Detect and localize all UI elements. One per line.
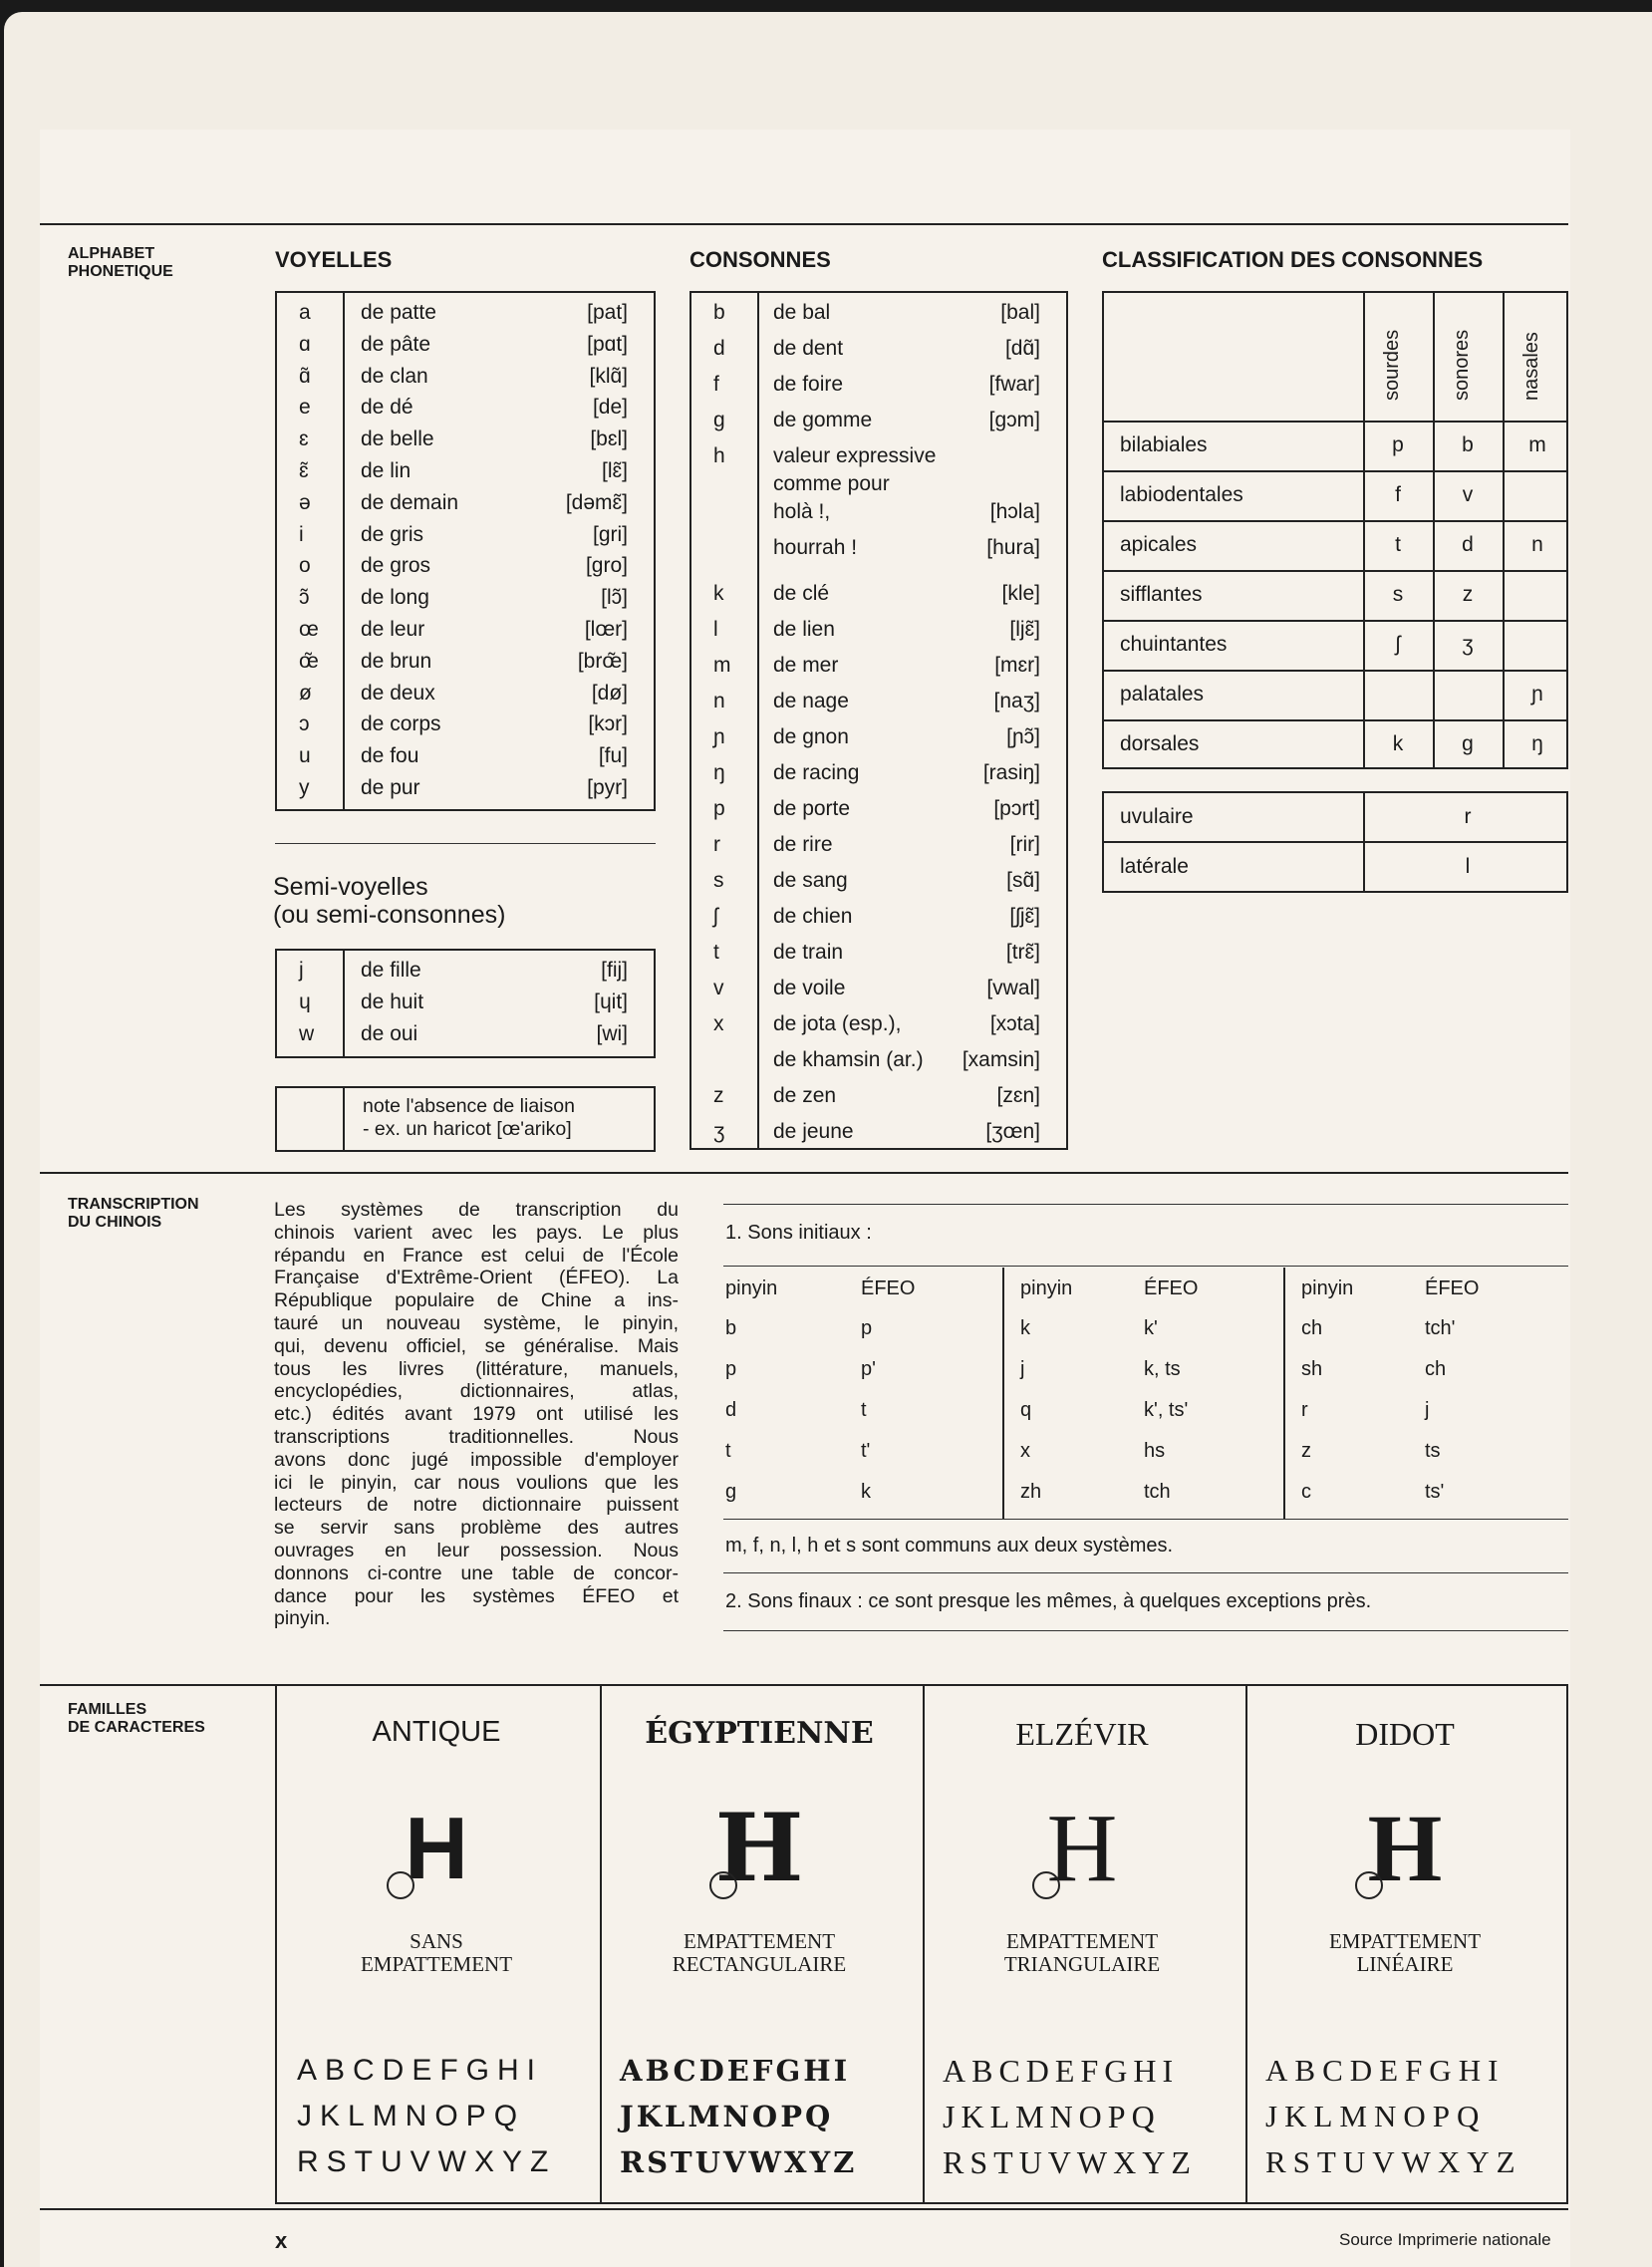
semivowel-example: de huit [361,991,424,1013]
vowel-ipa: [pyr] [587,776,628,799]
chinese-table-rule [723,1266,1568,1267]
alphabet-line: JKLMNOPQ [943,2099,1161,2134]
consonant-ipa: [sɑ̃] [1006,869,1040,892]
consonant-example: de jeune [773,1120,854,1143]
consonant-example: de gomme [773,409,873,431]
consonant-symbol: h [713,444,725,467]
efeo-value: ch [1425,1358,1447,1380]
vowel-symbol: e [299,396,311,420]
alphabet-line: ABCDEFGHI [620,2054,851,2088]
consonant-example: valeur expressive [773,444,937,467]
classification-value: z [1462,583,1474,606]
family-subtitle [923,1930,1241,1976]
consonant-symbol: d [713,337,725,360]
vowel-ipa: [klɑ̃] [589,364,628,388]
vowel-example: de clan [361,364,428,388]
classification-value: p [1392,433,1404,456]
consonant-ipa: [hura] [986,536,1040,559]
alphabet-line: RSTUVWXYZ [1265,2144,1522,2179]
chinese-table-rule [723,1204,1568,1205]
paragraph-line: pinyin. [274,1607,331,1630]
letter-guide-circle [1355,1871,1383,1899]
classification-row-label: dorsales [1120,732,1200,755]
chinese-label: TRANSCRIPTION DU CHINOIS [68,1196,199,1231]
classification-row-label: bilabiales [1120,433,1208,456]
semivowel-ipa: [fij] [601,959,628,982]
letter-guide-circle [709,1871,737,1899]
consonant-example: holà !, [773,500,831,523]
efeo-value: t [861,1399,867,1421]
vowel-example: de belle [361,427,434,451]
vowel-symbol: ɔ̃ [299,586,310,610]
efeo-header: ÉFEO [1144,1277,1199,1299]
semivowel-symbol: j [299,959,304,982]
pinyin-value: j [1020,1358,1025,1380]
grid-line [1104,470,1566,472]
classification-value: b [1462,433,1474,456]
classification-row-label: chuintantes [1120,633,1228,656]
family-letter: H [1367,1795,1443,1901]
classification-extra-table [1102,791,1568,893]
vowel-symbol: i [299,522,304,546]
consonant-example: de foire [773,373,844,396]
classification-value: n [1531,533,1543,556]
pinyin-value: ch [1301,1317,1323,1339]
family-subtitle-line: EMPATTEMENT [1328,1929,1482,1953]
consonant-symbol: r [713,833,720,856]
paragraph-line: ouvrages en leur possession. Nous [274,1539,679,1561]
efeo-value: j [1425,1399,1430,1421]
alphabet-label: ALPHABET PHONETIQUE [68,245,173,280]
finals-note: 2. Sons finaux : ce sont presque les mêmes, à quelques exceptions près. [725,1590,1372,1612]
vowel-symbol: ɛ̃ [299,459,309,482]
consonant-ipa: [bal] [1000,301,1040,324]
vowel-symbol: ɛ [299,427,309,451]
consonant-symbol: f [713,373,719,396]
chinese-paragraph [274,1199,679,1630]
voyelles-table [275,291,656,811]
consonant-example: de chien [773,905,853,928]
vowel-symbol: ɔ [299,712,310,736]
vowel-ipa: [de] [592,396,628,420]
consonant-ipa: [ljɛ̃] [1009,618,1040,641]
vowel-example: de corps [361,712,441,736]
vowel-symbol: œ̃ [299,649,319,673]
family-title: DIDOT [1355,1716,1455,1752]
consonant-ipa: [ʒœn] [985,1120,1040,1143]
consonant-example: de khamsin (ar.) [773,1048,924,1071]
chinese-top-rule [40,1172,1568,1174]
consonant-symbol: ɲ [713,725,725,748]
family-title: ANTIQUE [372,1716,501,1748]
family-subtitle-line: SANS [410,1929,463,1953]
consonant-ipa: [rasiŋ] [982,761,1040,784]
classification-value: ŋ [1531,732,1543,755]
classification-row-label: palatales [1120,683,1205,706]
vowel-ipa: [lœr] [584,618,628,641]
efeo-header: ÉFEO [861,1277,916,1299]
consonant-ipa: [ʃjɛ̃] [1009,905,1040,928]
consonant-example: de porte [773,797,851,820]
efeo-value: t' [861,1440,871,1462]
consonant-ipa: [kle] [1001,582,1040,605]
classification-header: sourdes [1381,329,1403,401]
grid-line [1104,670,1566,672]
alphabet-line: RSTUVWXYZ [620,2145,858,2179]
classification-value: g [1462,732,1474,755]
family-subtitle [600,1930,919,1976]
consonnes-heading: CONSONNES [689,247,831,272]
vowel-ipa: [gro] [585,554,628,578]
consonant-ipa: [ɲɔ̃] [1006,725,1040,748]
consonant-example: de zen [773,1084,837,1107]
classification-heading: CLASSIFICATION DES CONSONNES [1102,247,1484,272]
consonant-ipa: [pɔrt] [993,797,1040,820]
pinyin-value: zh [1020,1481,1042,1503]
vowel-ipa: [pat] [587,301,628,324]
vowel-symbol: ø [299,681,312,705]
alphabet-line: RSTUVWXYZ [297,2145,557,2178]
consonant-symbol: ŋ [713,761,725,784]
classification-value: ʒ [1462,633,1474,656]
consonant-ipa: [hɔla] [989,500,1040,523]
chinese-table-rule [723,1630,1568,1631]
efeo-value: k, ts [1144,1358,1181,1380]
vowel-symbol: u [299,744,311,768]
paragraph-line: Les systèmes de transcription du [274,1199,679,1221]
paragraph-line: ici le pinyin, car nous voulions que les [274,1471,679,1494]
family-subtitle-line: EMPATTEMENT [683,1929,836,1953]
letter-guide-circle [387,1871,414,1899]
semi-rule [275,843,656,844]
consonant-example: de voile [773,977,846,999]
paragraph-line: se servir sans problème des autres [274,1517,679,1540]
semivowel-symbol: w [299,1022,315,1045]
pinyin-value: p [725,1358,737,1380]
family-subtitle [277,1930,596,1976]
vowel-ipa: [pɑt] [587,332,628,356]
classification-header: sonores [1451,329,1473,401]
vowel-symbol: œ [299,618,319,641]
classification-extra-label: uvulaire [1120,805,1194,828]
family-letter: H [405,1799,468,1897]
consonant-example: de racing [773,761,860,784]
paragraph-line: donnons ci-contre une table de concor- [274,1561,679,1584]
vowel-ipa: [lɛ̃] [602,459,628,482]
consonant-ipa: [fwar] [988,373,1040,396]
consonant-symbol: ʒ [713,1120,725,1143]
family-letter-sample [923,1794,1241,1913]
efeo-value: k' [1144,1317,1158,1339]
vowel-symbol: o [299,554,311,578]
paragraph-line: tous les livres (littérature, manuels, [274,1357,679,1380]
pinyin-value: g [725,1481,737,1503]
efeo-value: ts' [1425,1481,1445,1503]
family-subtitle-line: LINÉAIRE [1356,1952,1454,1976]
paragraph-line: qui, devenu officiel, se généralise. Mais [274,1334,679,1357]
classification-extra-value: l [1465,855,1471,878]
vowel-symbol: y [299,776,310,799]
alphabet-line: JKLMNOPQ [1265,2099,1487,2133]
classification-value: s [1392,583,1404,606]
consonant-symbol: l [713,618,718,641]
consonant-example: de mer [773,654,839,677]
consonant-ipa: [rir] [1009,833,1040,856]
family-subtitle-line: TRIANGULAIRE [1003,1952,1161,1976]
consonant-ipa: [trɛ̃] [1005,941,1040,964]
efeo-value: p' [861,1358,876,1380]
consonant-example: de jota (esp.), [773,1012,902,1035]
vowel-example: de pâte [361,332,431,356]
grid-line [1104,520,1566,522]
consonant-symbol: x [713,1012,724,1035]
alphabet-line: ABCDEFGHI [1265,2053,1506,2088]
consonant-ipa: [gɔm] [988,409,1040,431]
consonant-example: de gnon [773,725,849,748]
consonant-example: de lien [773,618,835,641]
consonant-ipa: [vwal] [986,977,1040,999]
vowel-symbol: a [299,301,311,324]
classification-value: v [1462,483,1474,506]
chinese-col-divider [1002,1268,1004,1519]
pinyin-value: c [1301,1481,1311,1503]
vowel-symbol: ɑ̃ [299,364,311,388]
pinyin-value: r [1301,1399,1308,1421]
classification-value: m [1528,433,1546,456]
family-letter: H [1046,1795,1118,1902]
consonant-symbol: n [713,690,725,712]
semivowel-ipa: [ɥit] [594,991,628,1013]
consonant-example: de dent [773,337,844,360]
pinyin-value: k [1020,1317,1030,1339]
vowel-ipa: [lɔ̃] [601,586,628,610]
vowel-ipa: [bɛl] [590,427,628,451]
consonant-example: de train [773,941,844,964]
alphabet-line: RSTUVWXYZ [943,2144,1197,2180]
consonant-example: de rire [773,833,833,856]
family-subtitle-line: RECTANGULAIRE [672,1952,847,1976]
vowel-example: de long [361,586,429,610]
pinyin-header: pinyin [1020,1277,1073,1299]
paragraph-line: tauré un nouveau système, le pinyin, [274,1311,679,1334]
consonant-ipa: [zɛn] [996,1084,1040,1107]
pinyin-value: x [1020,1440,1030,1462]
classification-value: ʃ [1395,633,1401,656]
semivowel-ipa: [wi] [596,1022,628,1045]
consonant-example: comme pour [773,472,890,495]
vowel-ipa: [kɔr] [588,712,628,736]
efeo-value: k [861,1481,871,1503]
paragraph-line: République populaire de Chine a ins- [274,1289,679,1312]
paragraph-line: lecteurs de notre dictionnaire puissent [274,1494,679,1517]
vowel-ipa: [dø] [591,681,628,705]
efeo-value: k', ts' [1144,1399,1189,1421]
pinyin-header: pinyin [725,1277,778,1299]
consonant-symbol: ʃ [713,905,718,928]
consonant-example: de nage [773,690,849,712]
pinyin-value: q [1020,1399,1032,1421]
common-sounds-note: m, f, n, l, h et s sont communs aux deux systèmes. [725,1535,1174,1557]
consonant-ipa: [mɛr] [994,654,1040,677]
paragraph-line: répandu en France est celui de l'École [274,1244,679,1267]
efeo-value: hs [1144,1440,1166,1462]
classification-value: d [1462,533,1474,556]
classification-row-label: labiodentales [1120,483,1243,506]
vowel-example: de lin [361,459,412,482]
family-subtitle-line: EMPATTEMENT [360,1952,513,1976]
consonant-example: de bal [773,301,831,324]
grid-line [1104,620,1566,622]
liaison-note [275,1086,656,1152]
pinyin-value: t [725,1440,731,1462]
alphabet-line: ABCDEFGHI [297,2054,544,2087]
classification-value: k [1392,732,1404,755]
paragraph-line: Française d'Extrême-Orient (ÉFEO). La [274,1267,679,1289]
consonant-ipa: [xamsin] [962,1048,1040,1071]
paragraph-line: chinois varient avec les pays. Le plus [274,1221,679,1244]
vowel-example: de dé [361,396,413,420]
families-label: FAMILLES DE CARACTERES [68,1701,205,1736]
classification-value: f [1395,483,1401,506]
family-letter: H [714,1794,804,1903]
consonant-symbol: m [713,654,731,677]
liaison-note-line: note l'absence de liaison [363,1095,575,1117]
family-subtitle-line: EMPATTEMENT [1005,1929,1159,1953]
consonant-ipa: [xɔta] [989,1012,1040,1035]
paragraph-line: encyclopédies, dictionnaires, atlas, [274,1380,679,1403]
vowel-example: de gris [361,522,424,546]
grid-line [1104,421,1566,423]
source-credit: Source Imprimerie nationale [1339,2230,1551,2249]
grid-line [1104,570,1566,572]
family-letter-sample [277,1794,596,1913]
efeo-value: ts [1425,1440,1441,1462]
classification-header: nasales [1520,332,1542,401]
pinyin-value: z [1301,1440,1311,1462]
semi-table [275,949,656,1058]
consonant-symbol: b [713,301,725,324]
grid-line [1104,719,1566,721]
vowel-example: de deux [361,681,435,705]
consonant-example: hourrah ! [773,536,858,559]
classification-extra-label: latérale [1120,855,1189,878]
alphabet-line: ABCDEFGHI [943,2053,1180,2089]
paragraph-line: transcriptions traditionnelles. Nous [274,1425,679,1448]
paragraph-line: etc.) édités avant 1979 ont utilisé les [274,1403,679,1426]
family-title: ELZÉVIR [1015,1716,1149,1752]
chinese-table-rule [723,1519,1568,1520]
semi-heading: Semi-voyelles (ou semi-consonnes) [273,873,506,929]
paragraph-line: dance pour les systèmes ÉFEO et [274,1584,679,1607]
consonant-symbol: g [713,409,725,431]
vowel-symbol: ə [299,490,311,514]
top-rule [40,223,1568,225]
vowel-ipa: [brœ̃] [577,649,628,673]
liaison-note-line: - ex. un haricot [œ'ariko] [363,1118,572,1140]
classification-extra-value: r [1464,805,1472,828]
consonant-symbol: s [713,869,724,892]
vowel-example: de patte [361,301,436,324]
family-subtitle [1245,1930,1564,1976]
vowel-ipa: [fu] [598,744,628,768]
voyelles-heading: VOYELLES [275,247,393,272]
efeo-header: ÉFEO [1425,1277,1480,1299]
bottom-rule [40,2208,1568,2210]
efeo-value: tch [1144,1481,1171,1503]
classification-value: ɲ [1531,683,1543,706]
consonant-symbol: k [713,582,724,605]
classification-value: t [1395,533,1401,556]
family-letter-sample [600,1794,919,1913]
semivowel-symbol: ɥ [299,991,311,1013]
vowel-example: de demain [361,490,459,514]
consonnes-table [689,291,1068,1150]
family-letter-sample [1245,1794,1564,1913]
consonant-example: de sang [773,869,848,892]
consonant-example: de clé [773,582,830,605]
semivowel-example: de oui [361,1022,418,1045]
alphabet-line: JKLMNOPQ [620,2100,834,2133]
vowel-symbol: ɑ [299,332,311,356]
pinyin-value: d [725,1399,737,1421]
efeo-value: tch' [1425,1317,1456,1339]
classification-row-label: apicales [1120,533,1198,556]
classification-table [1102,291,1568,769]
consonant-symbol: z [713,1084,724,1107]
vowel-example: de brun [361,649,432,673]
consonant-ipa: [dɑ̃] [1004,337,1040,360]
chinese-table-rule [723,1572,1568,1573]
letter-guide-circle [1032,1871,1060,1899]
classification-row-label: sifflantes [1120,583,1203,606]
vowel-example: de fou [361,744,419,768]
paragraph-line: avons donc jugé impossible d'employer [274,1448,679,1471]
consonant-symbol: v [713,977,724,999]
pinyin-header: pinyin [1301,1277,1354,1299]
vowel-example: de leur [361,618,425,641]
vowel-example: de pur [361,776,420,799]
family-title: ÉGYPTIENNE [645,1716,874,1751]
vowel-example: de gros [361,554,431,578]
pinyin-value: b [725,1317,737,1339]
vowel-ipa: [gri] [592,522,628,546]
consonant-symbol: t [713,941,719,964]
initials-title: 1. Sons initiaux : [725,1222,872,1244]
pinyin-value: sh [1301,1358,1323,1380]
semivowel-example: de fille [361,959,421,982]
vowel-ipa: [dəmɛ̃] [565,490,628,514]
consonant-ipa: [naʒ] [993,690,1040,712]
efeo-value: p [861,1317,873,1339]
chinese-col-divider [1283,1268,1285,1519]
families-left-rule [40,1684,275,1686]
consonant-symbol: p [713,797,725,820]
alphabet-line: JKLMNOPQ [297,2100,526,2132]
page-number: x [275,2228,288,2253]
